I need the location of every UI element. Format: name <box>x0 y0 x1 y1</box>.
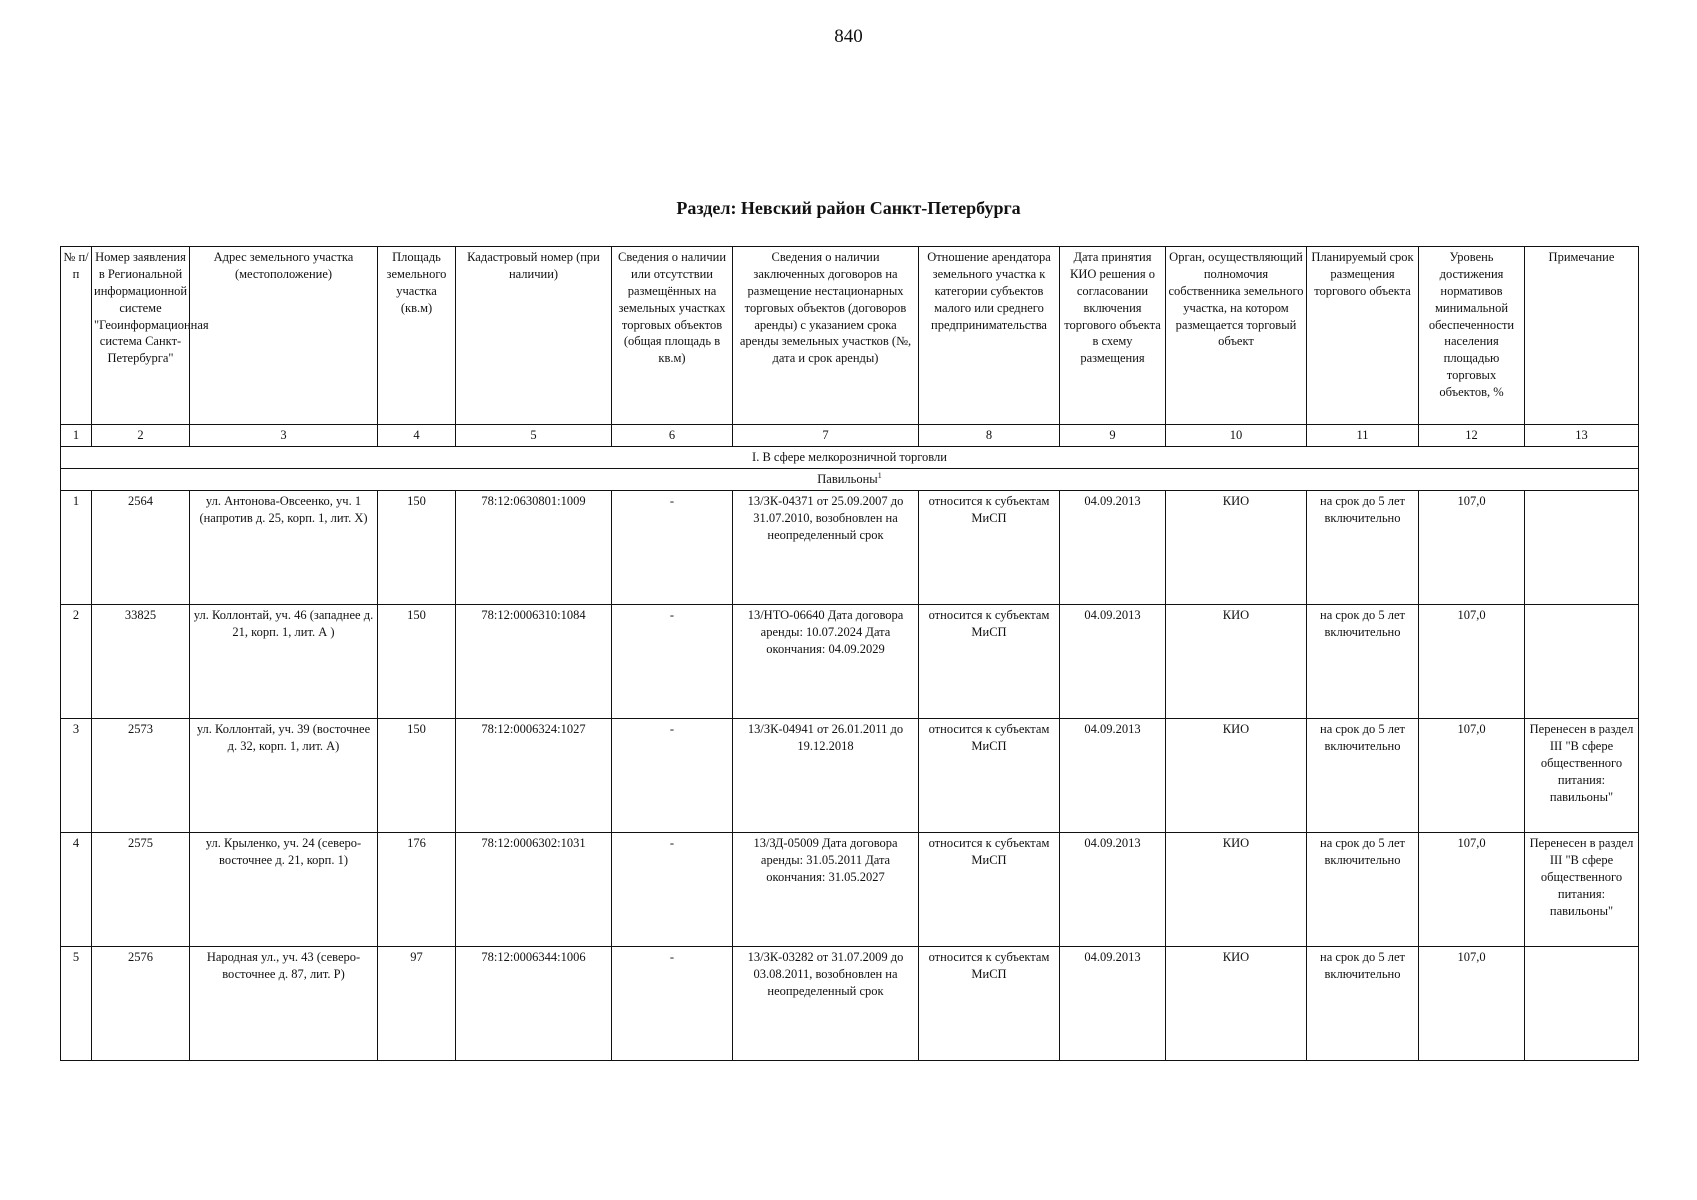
term-cell: на срок до 5 лет включительно <box>1307 947 1419 1061</box>
row-number: 1 <box>61 491 92 605</box>
authority-cell: КИО <box>1166 491 1307 605</box>
table-row <box>61 605 1639 719</box>
level-cell: 107,0 <box>1419 947 1525 1061</box>
area-cell: 150 <box>378 491 456 605</box>
note-cell: Перенесен в раздел III "В сфере общественного питания: павильоны" <box>1525 719 1639 833</box>
header-cell: Дата принятия КИО решения о согласовании включения торгового объекта в схему размещения <box>1060 247 1166 425</box>
column-number: 13 <box>1525 425 1639 447</box>
application-number: 2576 <box>92 947 190 1061</box>
term-cell: на срок до 5 лет включительно <box>1307 719 1419 833</box>
sme-cell: относится к субъектам МиСП <box>919 947 1060 1061</box>
column-number: 10 <box>1166 425 1307 447</box>
table-row <box>61 947 1639 1061</box>
note-cell <box>1525 605 1639 719</box>
level-cell: 107,0 <box>1419 833 1525 947</box>
table-row <box>61 833 1639 947</box>
header-row <box>61 247 1639 425</box>
level-cell: 107,0 <box>1419 605 1525 719</box>
subcategory-row <box>61 469 1639 491</box>
column-number: 8 <box>919 425 1060 447</box>
term-cell: на срок до 5 лет включительно <box>1307 605 1419 719</box>
contract-cell: 13/ЗД-05009 Дата договора аренды: 31.05.2011 Дата окончания: 31.05.2027 <box>733 833 919 947</box>
sme-cell: относится к субъектам МиСП <box>919 605 1060 719</box>
header-cell: Орган, осуществляющий полномочия собственника земельного участка, на котором размещается торговый объект <box>1166 247 1307 425</box>
application-number: 2573 <box>92 719 190 833</box>
header-cell: Примечание <box>1525 247 1639 425</box>
column-number: 6 <box>612 425 733 447</box>
address-cell: ул. Коллонтай, уч. 39 (восточнее д. 32, корп. 1, лит. А) <box>190 719 378 833</box>
decision-date-cell: 04.09.2013 <box>1060 833 1166 947</box>
area-cell: 150 <box>378 719 456 833</box>
area-cell: 176 <box>378 833 456 947</box>
column-number: 12 <box>1419 425 1525 447</box>
note-cell <box>1525 947 1639 1061</box>
contract-cell: 13/ЗК-04941 от 26.01.2011 до 19.12.2018 <box>733 719 919 833</box>
row-number: 2 <box>61 605 92 719</box>
cadastral-cell: 78:12:0006310:1084 <box>456 605 612 719</box>
category-row <box>61 447 1639 469</box>
footnote-marker: 1 <box>877 470 882 480</box>
area-cell: 97 <box>378 947 456 1061</box>
row-number: 3 <box>61 719 92 833</box>
cadastral-cell: 78:12:0006344:1006 <box>456 947 612 1061</box>
authority-cell: КИО <box>1166 605 1307 719</box>
note-cell <box>1525 491 1639 605</box>
column-number: 2 <box>92 425 190 447</box>
header-cell: Площадь земельного участка (кв.м) <box>378 247 456 425</box>
contract-cell: 13/НТО-06640 Дата договора аренды: 10.07.2024 Дата окончания: 04.09.2029 <box>733 605 919 719</box>
column-number: 9 <box>1060 425 1166 447</box>
objects-cell: - <box>612 833 733 947</box>
header-cell: Планируемый срок размещения торгового объекта <box>1307 247 1419 425</box>
decision-date-cell: 04.09.2013 <box>1060 719 1166 833</box>
objects-cell: - <box>612 605 733 719</box>
header-cell: Адрес земельного участка (местоположение) <box>190 247 378 425</box>
application-number: 2575 <box>92 833 190 947</box>
objects-cell: - <box>612 491 733 605</box>
contract-cell: 13/ЗК-03282 от 31.07.2009 до 03.08.2011, возобновлен на неопределенный срок <box>733 947 919 1061</box>
header-cell: № п/п <box>61 247 92 425</box>
header-cell: Сведения о наличии или отсутствии размещённых на земельных участках торговых объектов (общая площадь в кв.м) <box>612 247 733 425</box>
level-cell: 107,0 <box>1419 719 1525 833</box>
address-cell: ул. Крыленко, уч. 24 (северо-восточнее д. 21, корп. 1) <box>190 833 378 947</box>
area-cell: 150 <box>378 605 456 719</box>
objects-cell: - <box>612 719 733 833</box>
table-row <box>61 719 1639 833</box>
column-number-row <box>61 425 1639 447</box>
column-number: 7 <box>733 425 919 447</box>
column-number: 11 <box>1307 425 1419 447</box>
column-number: 3 <box>190 425 378 447</box>
term-cell: на срок до 5 лет включительно <box>1307 833 1419 947</box>
address-cell: Народная ул., уч. 43 (северо-восточнее д. 87, лит. Р) <box>190 947 378 1061</box>
page-number: 840 <box>834 26 863 47</box>
header-cell: Кадастровый номер (при наличии) <box>456 247 612 425</box>
authority-cell: КИО <box>1166 947 1307 1061</box>
level-cell: 107,0 <box>1419 491 1525 605</box>
header-cell: Отношение арендатора земельного участка к категории субъектов малого или среднего предпринимательства <box>919 247 1060 425</box>
header-cell: Сведения о наличии заключенных договоров на размещение нестационарных торговых объектов (договоров аренды) с указанием срока аренды земельных участков (№, дата и срок аренды) <box>733 247 919 425</box>
section-title: Раздел: Невский район Санкт-Петербурга <box>676 198 1021 218</box>
category-label: I. В сфере мелкорозничной торговли <box>61 447 1639 469</box>
table-row <box>61 491 1639 605</box>
address-cell: ул. Коллонтай, уч. 46 (западнее д. 21, корп. 1, лит. А ) <box>190 605 378 719</box>
subcategory-label: Павильоны <box>817 472 878 487</box>
subcategory-cell <box>61 469 1639 491</box>
column-number: 4 <box>378 425 456 447</box>
note-cell: Перенесен в раздел III "В сфере общественного питания: павильоны" <box>1525 833 1639 947</box>
decision-date-cell: 04.09.2013 <box>1060 605 1166 719</box>
sme-cell: относится к субъектам МиСП <box>919 491 1060 605</box>
authority-cell: КИО <box>1166 833 1307 947</box>
column-number: 1 <box>61 425 92 447</box>
decision-date-cell: 04.09.2013 <box>1060 947 1166 1061</box>
authority-cell: КИО <box>1166 719 1307 833</box>
sme-cell: относится к субъектам МиСП <box>919 833 1060 947</box>
sme-cell: относится к субъектам МиСП <box>919 719 1060 833</box>
contract-cell: 13/ЗК-04371 от 25.09.2007 до 31.07.2010, возобновлен на неопределенный срок <box>733 491 919 605</box>
application-number: 2564 <box>92 491 190 605</box>
address-cell: ул. Антонова-Овсеенко, уч. 1 (напротив д. 25, корп. 1, лит. Х) <box>190 491 378 605</box>
header-cell: Номер заявления в Региональной информационной системе "Геоинформационная система Санкт-Петербурга" <box>92 247 190 425</box>
cadastral-cell: 78:12:0006324:1027 <box>456 719 612 833</box>
registry-table <box>60 246 1639 1061</box>
row-number: 5 <box>61 947 92 1061</box>
column-number: 5 <box>456 425 612 447</box>
term-cell: на срок до 5 лет включительно <box>1307 491 1419 605</box>
decision-date-cell: 04.09.2013 <box>1060 491 1166 605</box>
cadastral-cell: 78:12:0630801:1009 <box>456 491 612 605</box>
objects-cell: - <box>612 947 733 1061</box>
cadastral-cell: 78:12:0006302:1031 <box>456 833 612 947</box>
application-number: 33825 <box>92 605 190 719</box>
row-number: 4 <box>61 833 92 947</box>
header-cell: Уровень достижения нормативов минимальной обеспеченности населения площадью торговых объектов, % <box>1419 247 1525 425</box>
